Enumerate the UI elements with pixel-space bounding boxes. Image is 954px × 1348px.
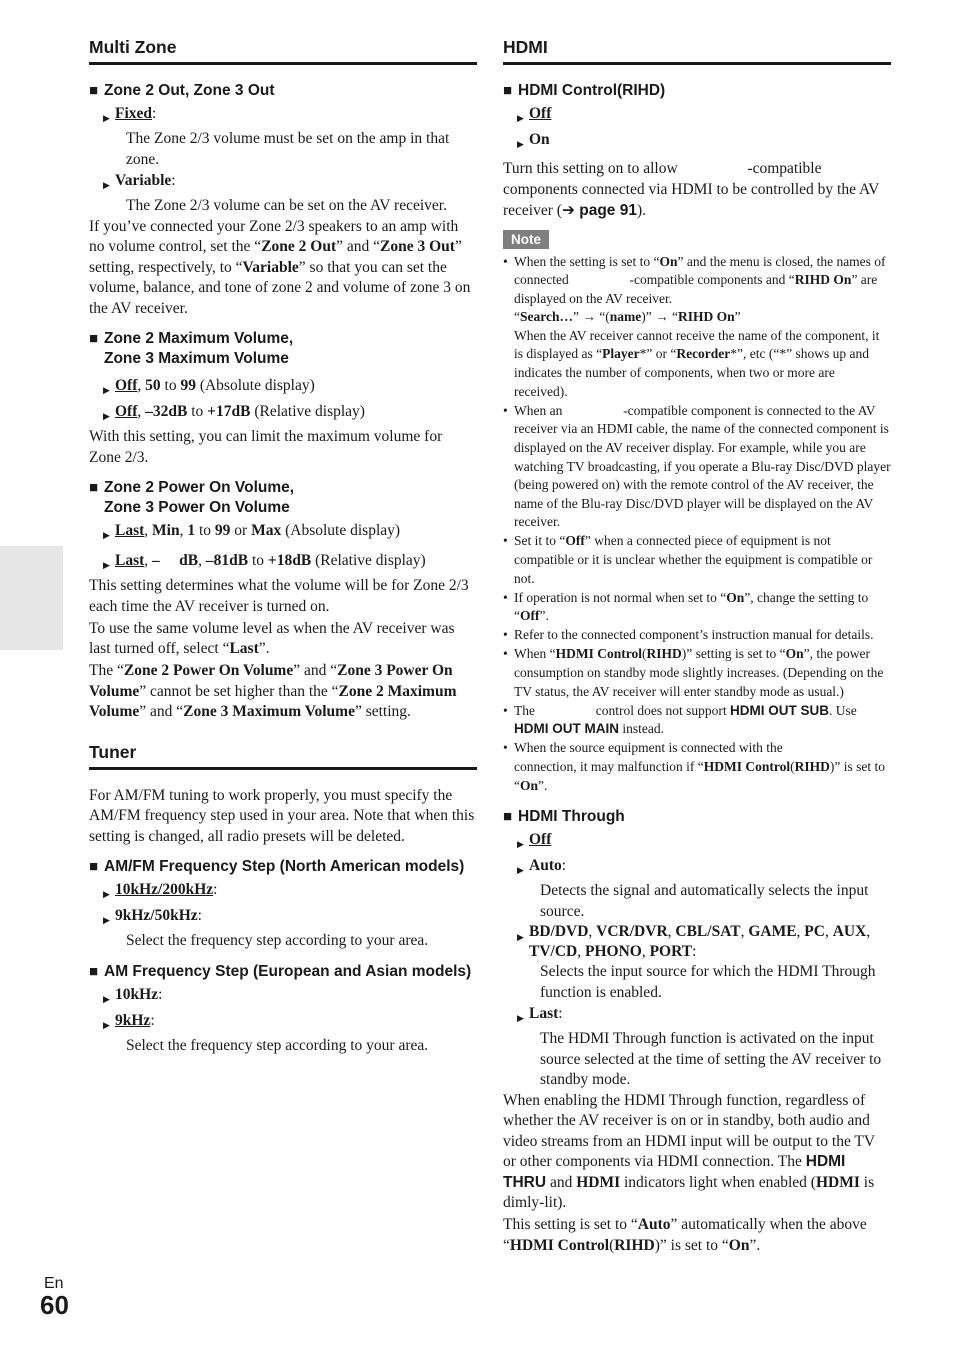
- subsection-title: AM Frequency Step (European and Asian models): [104, 962, 472, 980]
- footer-language: En: [44, 1275, 64, 1292]
- option-label: Variable: [115, 172, 172, 189]
- bullet-icon: •: [503, 253, 508, 269]
- note-item: • The control does not support HDMI OUT SUB. Use HDMI OUT MAIN instead.: [503, 702, 891, 739]
- note-item: • When the source equipment is connected with the connection, it may malfunction if “HDMI Control(RIHD)” is set to “On”.: [503, 739, 891, 795]
- option-maxvol-absolute: ▶ Off, 50 to 99 (Absolute display): [103, 375, 477, 401]
- bullet-icon: •: [503, 702, 508, 718]
- square-bullet-icon: ■: [89, 330, 99, 347]
- subsection-power-on-volume: [89, 478, 477, 518]
- triangle-bullet-icon: ▶: [103, 889, 110, 899]
- option-off: ▶ Off: [517, 103, 891, 129]
- note-badge: Note: [503, 230, 549, 249]
- section-title-hdmi: HDMI: [503, 36, 891, 65]
- subsection-am-step: [89, 962, 477, 982]
- square-bullet-icon: ■: [89, 962, 99, 980]
- note-item: • When the setting is set to “On” and the menu is closed, the names of connected -compatible components and “RIHD On” are displayed on the AV receiver. “Search…” → “(name)” → “RIHD On” When the AV receiver cannot receive the name of the component, it is displayed as “Player*” or “Recorder*”, etc (“*” shows up and indicates the number of components, when two or more are received).: [503, 253, 891, 402]
- option-on: ▶ On: [517, 129, 891, 155]
- right-column: [503, 36, 895, 1256]
- subsection-title: Zone 2 Maximum Volume, Zone 3 Maximum Volume: [104, 330, 294, 367]
- paragraph: This setting determines what the volume will be for Zone 2/3 each time the AV receiver is turned on.: [89, 577, 469, 615]
- bullet-icon: •: [503, 402, 508, 418]
- triangle-bullet-icon: ▶: [517, 139, 524, 149]
- triangle-bullet-icon: ▶: [517, 1013, 524, 1024]
- section-title-tuner: Tuner: [89, 741, 477, 770]
- option-poweron-absolute: ▶ Last, Min, 1 to 99 or Max (Absolute display): [103, 520, 477, 546]
- triangle-bullet-icon: ▶: [517, 932, 524, 943]
- option-desc: The Zone 2/3 volume can be set on the AV receiver.: [126, 197, 447, 214]
- bullet-icon: •: [503, 589, 508, 605]
- square-bullet-icon: ■: [503, 808, 513, 826]
- option-9khz: ▶ 9kHz:: [103, 1010, 477, 1036]
- triangle-bullet-icon: ▶: [103, 1019, 110, 1030]
- triangle-bullet-icon: ▶: [103, 113, 110, 123]
- paragraph: To use the same volume level as when the AV receiver was last turned off, select “Last”.: [89, 619, 455, 657]
- note-item: • Set it to “Off” when a connected piece of equipment is not compatible or it is unclear whether the equipment is compatible or not.: [503, 532, 891, 588]
- square-bullet-icon: ■: [89, 479, 99, 496]
- option-last: ▶ Last:: [517, 1003, 891, 1029]
- subsection-title: AM/FM Frequency Step (North American models): [104, 858, 465, 875]
- note-item: • When an -compatible component is connected to the AV receiver via an HDMI cable, the name of the connected component is displayed on the AV receiver display. For example, while you are watching TV broadcasting, if you operate a Blu-ray Disc/DVD player (being powered on) with the remote control of the AV receiver, the name of the Blu-ray Disc/DVD player will be displayed on the AV receiver.: [503, 402, 891, 532]
- option-variable: ▶ Variable:: [103, 170, 477, 196]
- triangle-bullet-icon: ▶: [103, 411, 110, 421]
- paragraph: With this setting, you can limit the maximum volume for Zone 2/3.: [89, 428, 443, 466]
- subsection-title: Zone 2 Power On Volume, Zone 3 Power On Volume: [104, 479, 295, 516]
- option-desc: Select the frequency step according to your area.: [126, 932, 429, 949]
- note-item: • If operation is not normal when set to “On”, change the setting to “Off”.: [503, 589, 891, 626]
- subsection-zone-out: [89, 81, 477, 101]
- bullet-icon: •: [503, 646, 508, 662]
- note-list: [503, 253, 895, 796]
- option-9khz-50khz: ▶ 9kHz/50kHz:: [103, 905, 477, 931]
- subsection-title: HDMI Through: [518, 808, 625, 826]
- option-auto: ▶ Auto:: [517, 855, 891, 881]
- arrow-right-icon: ➔: [561, 201, 575, 219]
- chapter-side-tab: [0, 546, 63, 650]
- option-off: ▶ Off: [517, 829, 891, 855]
- triangle-bullet-icon: ▶: [103, 560, 110, 570]
- subsection-title: HDMI Control(RIHD): [518, 82, 666, 99]
- left-column: [89, 36, 477, 1056]
- paragraph: This setting is set to “Auto” automatically when the above “HDMI Control(RIHD)” is set to “On”.: [503, 1216, 867, 1254]
- section-title-multi-zone: Multi Zone: [89, 36, 477, 65]
- option-desc: Select the frequency step according to your area.: [126, 1036, 429, 1054]
- subsection-amfm-step: [89, 857, 477, 877]
- triangle-bullet-icon: ▶: [103, 993, 110, 1004]
- page-number: 60: [40, 1290, 69, 1320]
- square-bullet-icon: ■: [89, 82, 99, 99]
- square-bullet-icon: ■: [503, 82, 513, 99]
- option-desc: The Zone 2/3 volume must be set on the amp in that zone.: [126, 130, 450, 168]
- page-reference-link[interactable]: page 91: [574, 202, 637, 219]
- option-poweron-relative: ▶ Last, – dB, –81dB to +18dB (Relative display): [103, 550, 477, 576]
- option-desc: Detects the signal and automatically selects the input source.: [540, 882, 869, 920]
- subsection-title: Zone 2 Out, Zone 3 Out: [104, 82, 275, 99]
- subsection-max-volume: [89, 329, 477, 369]
- option-fixed: ▶ Fixed:: [103, 103, 477, 129]
- subsection-hdmi-control: [503, 81, 891, 101]
- option-maxvol-relative: ▶ Off, –32dB to +17dB (Relative display): [103, 401, 477, 427]
- option-10khz: ▶ 10kHz:: [103, 984, 477, 1010]
- triangle-bullet-icon: ▶: [103, 530, 110, 540]
- triangle-bullet-icon: ▶: [517, 113, 524, 123]
- bullet-icon: •: [503, 533, 508, 549]
- option-desc: The HDMI Through function is activated on the input source selected at the time of setting the AV receiver to standby mode.: [540, 1030, 882, 1089]
- bullet-icon: •: [503, 740, 508, 756]
- triangle-bullet-icon: ▶: [517, 839, 524, 850]
- triangle-bullet-icon: ▶: [103, 915, 110, 925]
- triangle-bullet-icon: ▶: [517, 865, 524, 876]
- paragraph: If you’ve connected your Zone 2/3 speakers to an amp with no volume control, set the “Zone 2 Out” and “Zone 3 Out” setting, respectively, to “Variable” so that you can set the volume, balance, and tone of zone 2 and volume of zone 3 on the AV receiver.: [89, 217, 471, 317]
- option-desc: Selects the input source for which the HDMI Through function is enabled.: [540, 963, 876, 1001]
- subsection-hdmi-through: [503, 807, 891, 827]
- triangle-bullet-icon: ▶: [103, 180, 110, 190]
- note-item: • Refer to the connected component’s instruction manual for details.: [503, 626, 891, 645]
- square-bullet-icon: ■: [89, 858, 99, 875]
- note-item: • When “HDMI Control(RIHD)” setting is set to “On”, the power consumption on standby mode slightly increases. (Depending on the TV status, the AV receiver will enter standby mode as usual.): [503, 645, 891, 701]
- option-input-sources: ▶ BD/DVD, VCR/DVR, CBL/SAT, GAME, PC, AUX, TV/CD, PHONO, PORT:: [517, 923, 871, 961]
- paragraph: Turn this setting on to allow -compatible components connected via HDMI to be controlled by the AV receiver (➔ page 91).: [503, 160, 883, 219]
- bullet-icon: •: [503, 627, 508, 643]
- paragraph: The “Zone 2 Power On Volume” and “Zone 3 Power On Volume” cannot be set higher than the “Zone 2 Maximum Volume” and “Zone 3 Maximum Volume” setting.: [89, 662, 457, 720]
- paragraph: When enabling the HDMI Through function, regardless of whether the AV receiver is on or in standby, both audio and video streams from an HDMI input will be output to the TV or other components via HDMI connection. The HDMI THRU and HDMI indicators light when enabled (HDMI is dimly-lit).: [503, 1091, 875, 1212]
- option-label: Fixed: [115, 105, 153, 122]
- triangle-bullet-icon: ▶: [103, 385, 110, 395]
- option-10khz-200khz: ▶ 10kHz/200kHz:: [103, 879, 477, 905]
- paragraph: For AM/FM tuning to work properly, you must specify the AM/FM frequency step used in your area. Note that when this setting is changed, all radio presets will be deleted.: [89, 786, 475, 845]
